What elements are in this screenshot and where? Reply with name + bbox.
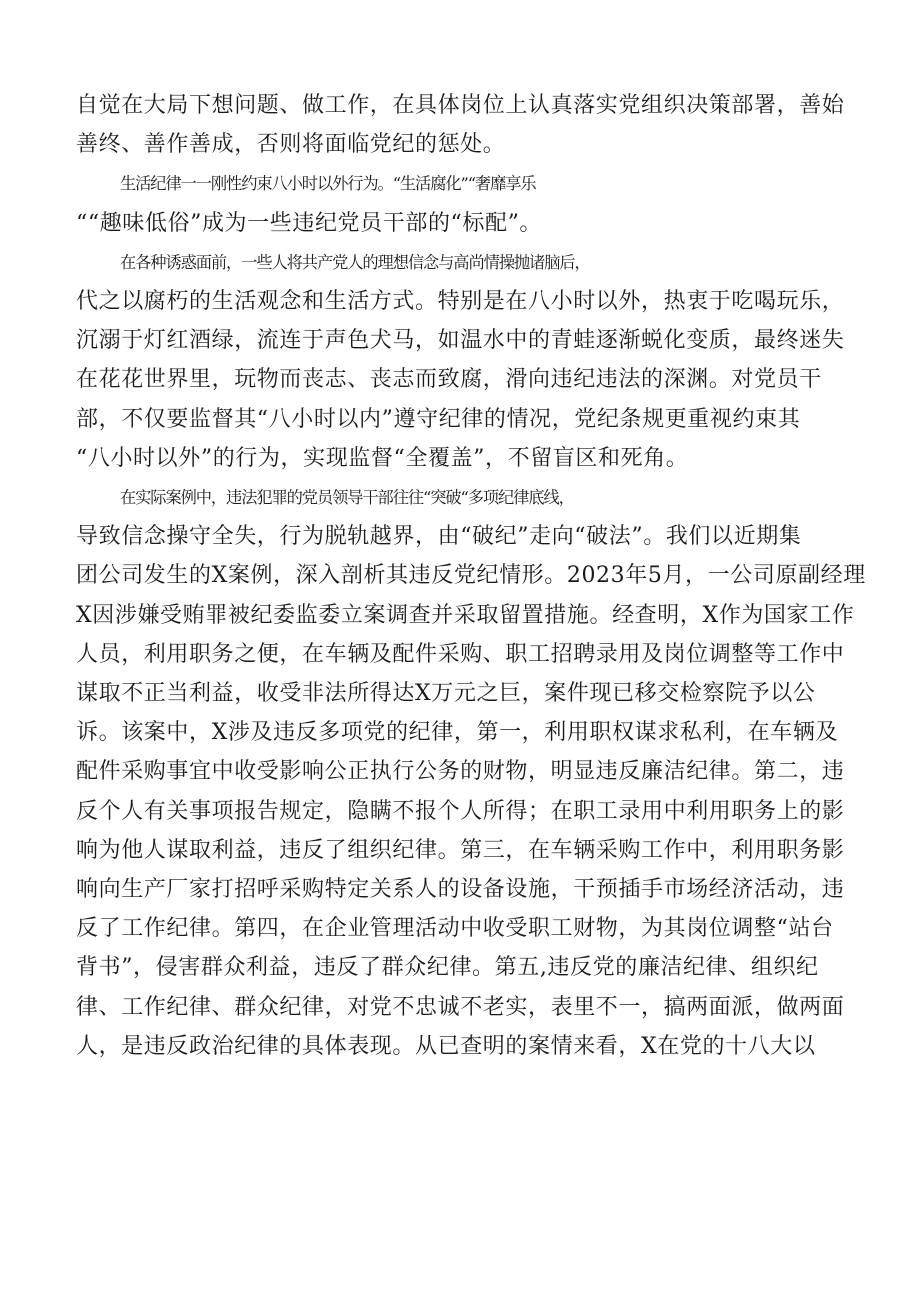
text-line: 人，是违反政治纪律的具体表现。从已查明的案情来看，X在党的十八大以 xyxy=(76,1033,816,1059)
text-line: 在各种诱惑面前，一些人将共产党人的理想信念与高尚情操抛诸脑后， xyxy=(120,252,590,272)
text-line: 诉。该案中，X涉及违反多项党的纪律，第一，利用职权谋求私利，在车辆及 xyxy=(76,720,839,746)
text-line: 响向生产厂家打招呼采购特定关系人的设备设施，干预插手市场经济活动，违 xyxy=(76,877,845,903)
text-line: 自觉在大局下想问题、做工作，在具体岗位上认真落实党组织决策部署，善始 xyxy=(76,93,845,118)
text-line: 配件采购事宜中收受影响公正执行公务的财物，明显违反廉洁纪律。第二，违 xyxy=(76,759,845,785)
text-line: ““趣味低俗”成为一些违纪党员干部的“标配”。 xyxy=(76,210,543,236)
text-line: 代之以腐朽的生活观念和生活方式。特别是在八小时以外，热衷于吃喝玩乐， xyxy=(76,289,845,315)
text-line: “八小时以外”的行为，实现监督“全覆盖”，不留盲区和死角。 xyxy=(76,445,689,471)
text-line: X因涉嫌受贿罪被纪委监委立案调查并采取留置措施。经查明，X作为国家工作 xyxy=(76,602,855,628)
text-line: 人员，利用职务之便，在车辆及配件采购、职工招聘录用及岗位调整等工作中 xyxy=(76,641,845,667)
text-line: 部，不仅要监督其“八小时以内”遵守纪律的情况，党纪条规更重视约束其 xyxy=(76,406,801,432)
text-line: 响为他人谋取利益，违反了组织纪律。第三，在车辆采购工作中，利用职务影 xyxy=(76,837,845,863)
text-line: 律、工作纪律、群众纪律，对党不忠诚不老实，表里不一，搞两面派，做两面 xyxy=(76,994,845,1020)
paragraph-discipline-conclusion xyxy=(76,86,866,164)
text-line: 生活纪律一一刚性约束八小时以外行为。“生活腐化”“奢靡享乐 xyxy=(120,174,536,194)
text-line: 反个人有关事项报告规定，隐瞒不报个人所得；在职工录用中利用职务上的影 xyxy=(76,798,845,824)
paragraph-life-discipline-heading xyxy=(76,164,866,242)
paragraph-case-study xyxy=(76,478,866,1066)
document-page xyxy=(76,86,866,1066)
text-line: 导致信念操守全失，行为脱轨越界，由“破纪”走向“破法”。我们以近期集 xyxy=(76,524,802,550)
text-line: 在花花世界里，玩物而丧志、丧志而致腐，滑向违纪违法的深渊。对党员干 xyxy=(76,367,822,393)
text-line: 沉溺于灯红酒绿，流连于声色犬马，如温水中的青蛙逐渐蜕化变质，最终迷失 xyxy=(76,328,845,354)
text-line: 团公司发生的X案例，深入剖析其违反党纪情形。2023年5月，一公司原副经理 xyxy=(76,563,866,589)
text-line: 谋取不正当利益，收受非法所得达X万元之巨，案件现已移交检察院予以公 xyxy=(76,681,816,707)
text-line: 反了工作纪律。第四，在企业管理活动中收受职工财物，为其岗位调整“站台 xyxy=(76,916,834,942)
paragraph-temptation xyxy=(76,243,866,478)
text-line: 背书”，侵害群众利益，违反了群众纪律。第五,违反党的廉洁纪律、组织纪 xyxy=(76,955,819,981)
text-line: 善终、善作善成，否则将面临党纪的惩处。 xyxy=(76,132,506,158)
text-line: 在实际案例中，违法犯罪的党员领导干部往往“突破“多项纪律底线， xyxy=(120,488,574,508)
